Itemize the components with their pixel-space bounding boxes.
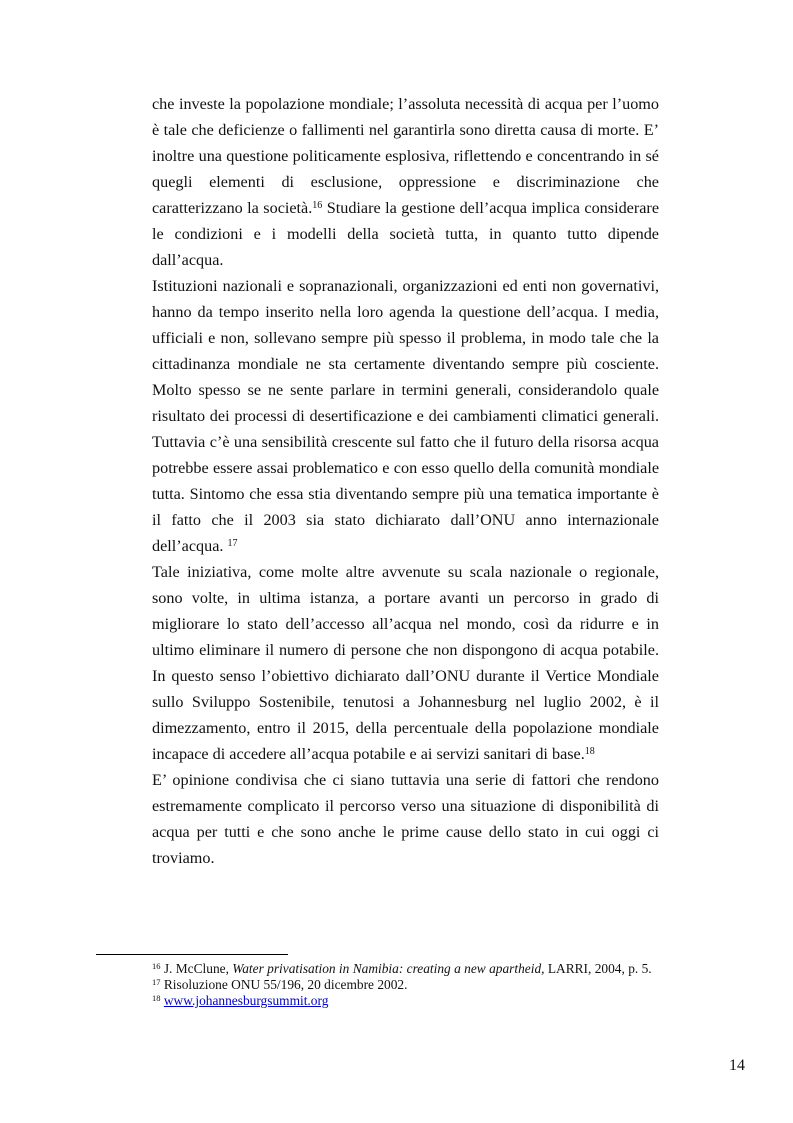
footnote <box>152 993 659 1009</box>
paragraph-text: che investe la popolazione mondiale; l’assoluta necessità di acqua per l’uomo è tale che deficienze o fallimenti nel garantirla sono diretta causa di morte. E’ inoltre una questione politicamente esplosiva, riflettendo e concentrando in sé quegli elementi di esclusione, oppressione e discriminazione che caratterizzano la società. <box>152 95 659 217</box>
paragraph <box>152 91 659 273</box>
footnote-text: J. McClune, <box>160 961 233 976</box>
footnote-number: 17 <box>152 977 161 987</box>
body-text <box>152 91 659 871</box>
paragraph-text: Istituzioni nazionali e sopranazionali, organizzazioni ed enti non governativi, hanno da tempo inserito nella loro agenda la questione dell’acqua. I media, ufficiali e non, sollevano sempre più spesso il problema, in modo tale che la cittadinanza mondiale ne sta certamente diventando sempre più cosciente. Molto spesso se ne sente parlare in termini generali, considerandolo quale risultato dei processi di desertificazione e dei cambiamenti climatici generali. Tuttavia c’è una sensibilità crescente sul fatto che il futuro della risorsa acqua potrebbe essere assai problematico e con esso quello della comunità mondiale tutta. Sintomo che essa stia diventando sempre più una tematica importante è il fatto che il 2003 sia stato dichiarato dall’ONU anno internazionale dell’acqua. <box>152 277 659 555</box>
paragraph <box>152 273 659 559</box>
paragraph-text: Studiare la gestione dell’acqua implica considerare le condizioni e i modelli della società tutta, in quanto tutto dipende dall’acqua. <box>152 199 659 269</box>
footnote-ref[interactable]: 17 <box>227 538 238 549</box>
paragraph-text: Tale iniziativa, come molte altre avvenute su scala nazionale o regionale, sono volte, in ultima istanza, a portare avanti un percorso in grado di migliorare lo stato dell’accesso all’acqua nel mondo, così da ridurre e in ultimo eliminare il numero di persone che non dispongono di acqua potabile. In questo senso l’obiettivo dichiarato dall’ONU durante il Vertice Mondiale sullo Sviluppo Sostenibile, tenutosi a Johannesburg nel luglio 2002, è il dimezzamento, entro il 2015, della percentuale della popolazione mondiale incapace di accedere all’acqua potabile e ai servizi sanitari di base. <box>152 563 659 763</box>
page-number: 14 <box>729 1057 745 1074</box>
footnote-number: 16 <box>152 961 161 971</box>
footnote-title: Water privatisation in Namibia: creating a new apartheid, <box>232 961 545 976</box>
footnote <box>152 961 659 977</box>
footnote-divider <box>96 954 288 955</box>
footnote-number: 18 <box>152 993 161 1003</box>
paragraph <box>152 559 659 767</box>
paragraph-text: E’ opinione condivisa che ci siano tuttavia una serie di fattori che rendono estremamente complicato il percorso verso una situazione di disponibilità di acqua per tutti e che sono anche le prime cause dello stato in cui oggi ci troviamo. <box>152 771 659 867</box>
footnote-text: Risoluzione ONU 55/196, 20 dicembre 2002. <box>160 977 408 992</box>
footnote-ref[interactable]: 16 <box>312 200 323 211</box>
footnote <box>152 977 659 993</box>
footnote-link[interactable]: www.johannesburgsummit.org <box>163 993 329 1008</box>
paragraph <box>152 767 659 871</box>
footnote-text: LARRI, 2004, p. 5. <box>544 961 652 976</box>
footnotes <box>152 961 659 1009</box>
footnote-ref[interactable]: 18 <box>584 746 595 757</box>
